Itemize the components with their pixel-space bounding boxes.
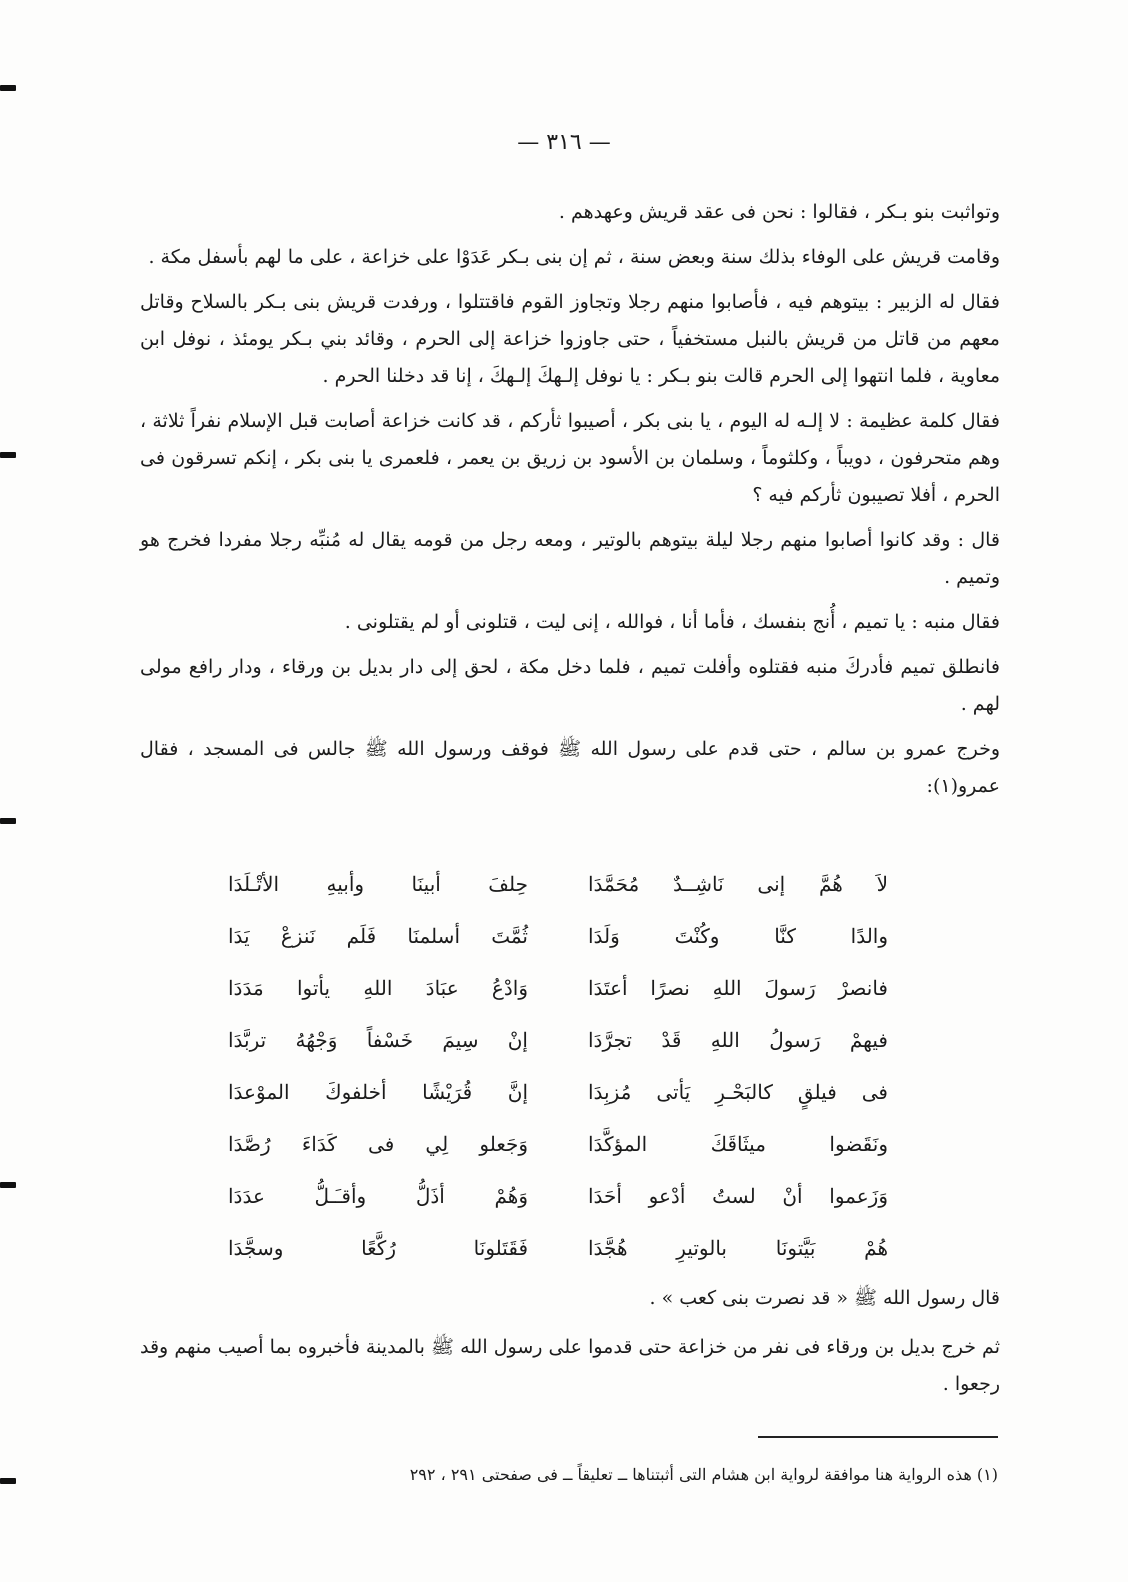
verse-first-hemistich: هُمْ بَيَّتونَا بالوتيرِ هُجَّدَا xyxy=(588,1236,888,1260)
verse-line xyxy=(228,1170,888,1222)
verse-first-hemistich: فانصرْ رَسولَ اللهِ نصرًا أعتَدَا xyxy=(588,976,888,1000)
verse-second-hemistich: فَقَتَلونَا رُكَّعًا وسجَّدَا xyxy=(228,1236,528,1260)
margin-mark xyxy=(0,818,16,824)
paragraph: قال رسول الله ﷺ « قد نصرت بنى كعب » . xyxy=(649,1287,1000,1309)
verse-second-hemistich: وَجَعلو لِي فى كَدَاءَ رُصَّدَا xyxy=(228,1132,528,1156)
poem xyxy=(228,858,888,1274)
page-number: — ٣١٦ — xyxy=(517,130,611,155)
main-text-top xyxy=(140,194,1000,805)
verse-second-hemistich: وَادْعُ عبَادَ اللهِ يأتوا مَدَدَا xyxy=(228,976,528,1000)
verse-line xyxy=(228,1222,888,1274)
paragraph: فقال منبه : يا تميم ، أُنج بنفسك ، فأما أنا ، فوالله ، إنى ليت ، قتلونى أو لم يقتلونى . xyxy=(344,611,1000,633)
margin-mark xyxy=(0,452,16,458)
verse-second-hemistich: إنَّ قُرَيْشًا أخلفوكَ الموْعدَا xyxy=(228,1080,528,1104)
verse-line xyxy=(228,1066,888,1118)
margin-mark xyxy=(0,85,16,91)
verse-first-hemistich: ونَقَضوا ميثَاقَكَ المؤكَّدَا xyxy=(588,1132,888,1156)
verse-second-hemistich: إنْ سِيمَ خَسْفاً وَجْهُهُ تربَّدَا xyxy=(228,1028,528,1052)
paragraph: وقامت قريش على الوفاء بذلك سنة وبعض سنة ، ثم إن بنى بـكر عَدَوْا على خزاعة ، على ما لهم بأسفل مكة . xyxy=(148,246,1000,268)
main-text-bottom xyxy=(140,1280,1000,1403)
verse-first-hemistich: لاَ هُمَّ إنى نَاشِــدٌ مُحَمَّدَا xyxy=(588,872,888,896)
verse-first-hemistich: وَزَعموا أنْ لستُ أدْعو أحَدَا xyxy=(588,1184,888,1208)
verse-line xyxy=(228,1014,888,1066)
verse-line xyxy=(228,910,888,962)
paragraph: ثم خرج بديل بن ورقاء فى نفر من خزاعة حتى قدموا على رسول الله ﷺ بالمدينة فأخبروه بما أصيب منهم وقد رجعوا . xyxy=(140,1336,1000,1395)
paragraph: فانطلق تميم فأدركَ منبه فقتلوه وأفلت تميم ، فلما دخل مكة ، لحق إلى دار بديل بن ورقاء ، ودار رافع مولى لهم . xyxy=(140,656,1000,715)
paragraph: قال : وقد كانوا أصابوا منهم رجلا ليلة بيتوهم بالوتير ، ومعه رجل من قومه يقال له مُنبِّه رجلا مفردا فخرج هو وتميم . xyxy=(140,529,1000,588)
paragraph: وخرج عمرو بن سالم ، حتى قدم على رسول الله ﷺ فوقف ورسول الله ﷺ جالس فى المسجد ، فقال عمرو(١): xyxy=(140,738,1000,797)
verse-line xyxy=(228,962,888,1014)
footnote-separator xyxy=(758,1436,998,1438)
paragraph: فقال له الزبير : بيتوهم فيه ، فأصابوا منهم رجلا وتجاوز القوم فاقتتلوا ، ورفدت قريش بنى بـكر بالسلاح وقاتل معهم من قاتل من قريش بالنبل مستخفياً ، حتى جاوزوا خزاعة إلى الحرم ، وقائد بني بـكر يومئذ ، نوفل ابن معاوية ، فلما انتهوا إلى الحرم قالت بنو بـكر : يا نوفل إلـهكَ إلـهكَ ، إنا قد دخلنا الحرم . xyxy=(140,291,1000,387)
verse-second-hemistich: وَهُمْ أذَلُّ وأقـَـلُّ عدَدَا xyxy=(228,1184,528,1208)
margin-mark xyxy=(0,1478,16,1484)
footnote: (١) هذه الرواية هنا موافقة لرواية ابن هشام التى أثبتناها ــ تعليقاً ــ فى صفحتى ٢٩١ ، ٢٩٢ xyxy=(409,1465,998,1484)
verse-second-hemistich: حِلفَ أبينَا وأبيهِ الأتْـلَدَا xyxy=(228,872,528,896)
paragraph: وتواثبت بنو بـكر ، فقالوا : نحن فى عقد قريش وعهدهم . xyxy=(558,201,1000,223)
verse-first-hemistich: فيهمْ رَسولُ اللهِ قَدْ تجرَّدَا xyxy=(588,1028,888,1052)
verse-line xyxy=(228,1118,888,1170)
margin-mark xyxy=(0,1182,16,1188)
verse-second-hemistich: ثُمَّتَ أسلمنَا فَلَم نَنزعْ يَدَا xyxy=(228,924,528,948)
verse-first-hemistich: والدًا كنَّا وكُنْتَ وَلَدَا xyxy=(588,924,888,948)
verse-first-hemistich: فى فيلقٍ كالبَحْـرِ يَأتى مُزبِدَا xyxy=(588,1080,888,1104)
paragraph: فقال كلمة عظيمة : لا إلـه له اليوم ، يا بنى بكر ، أصيبوا ثأركم ، قد كانت خزاعة أصابت قبل الإسلام نفراً ثلاثة ، وهم متحرفون ، دويباً ، وكلثوماً ، وسلمان بن الأسود بن زريق بن يعمر ، فلعمرى يا بنى بكر ، إنكم تسرقون فى الحرم ، أفلا تصيبون ثأركم فيه ؟ xyxy=(140,410,1000,506)
verse-line xyxy=(228,858,888,910)
